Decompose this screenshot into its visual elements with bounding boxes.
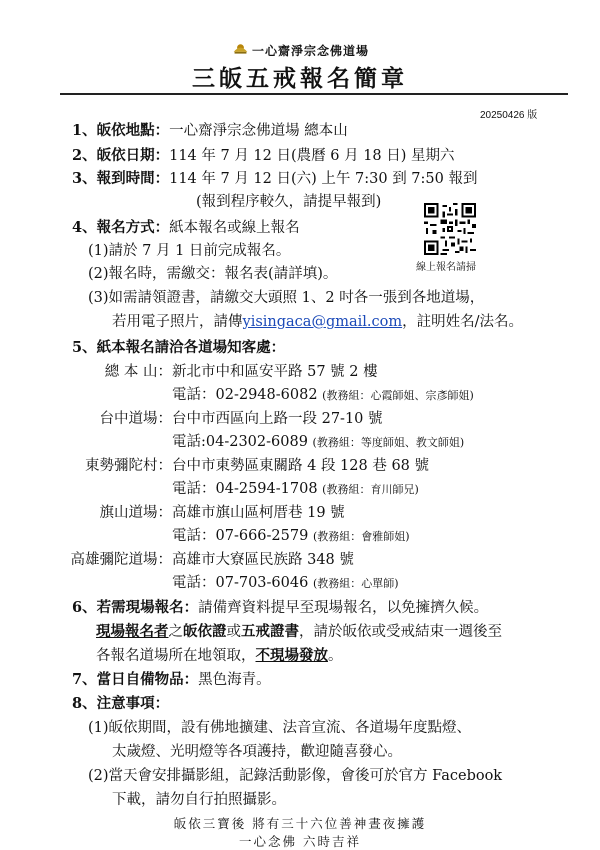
section-7-value: 黑色海青。 [198, 672, 271, 688]
site-contact: (教務組：等度師姐、教文師姐) [312, 436, 465, 449]
site-phone-line [172, 433, 464, 452]
site-phone-line [172, 527, 410, 546]
site-phone: 電話:04-2302-6089 [172, 434, 308, 450]
section-4-item-3: (3)如需請領證書，請繳交大頭照 1、2 吋各一張到各地道場， [88, 290, 485, 306]
site-name: 總 本 山： [104, 364, 172, 380]
section-4-item-3b-post: ，註明姓名/法名。 [402, 314, 523, 330]
section-6-text: 。 [328, 648, 343, 664]
site-phone: 電話：07-666-2579 [172, 528, 309, 544]
site-address: 新北市中和區安平路 57 號 2 樓 [172, 364, 378, 380]
lotus-logo-icon [232, 40, 249, 57]
site-name: 高雄彌陀道場： [70, 552, 172, 568]
section-4-item-3b [112, 313, 523, 331]
site-phone-line [172, 574, 399, 593]
section-1-label: 1、皈依地點： [72, 122, 170, 139]
footer-line-1: 皈依三寶後 將有三十六位善神晝夜擁護 [173, 816, 427, 831]
site-address: 台中市西區向上路一段 27-10 號 [172, 411, 383, 427]
section-6-text: 之 [168, 624, 183, 640]
section-4-label: 4、報名方式： [72, 219, 170, 236]
section-3-label: 3、報到時間： [72, 170, 170, 187]
footer-line-2: 一心念佛 六時吉祥 [239, 834, 361, 849]
site-phone: 電話：02-2948-6082 [172, 387, 318, 403]
section-1-value: 一心齋淨宗念佛道場 總本山 [169, 123, 348, 139]
section-4-value: 紙本報名或線上報名 [169, 220, 300, 236]
section-6-value: 請備齊資料提早至現場報名，以免擁擠久候。 [198, 600, 489, 616]
section-3-note: (報到程序較久，請提早報到) [196, 194, 382, 210]
section-4-item-2: (2)報名時，需繳交：報名表(請詳填)。 [88, 266, 338, 282]
site-contact: (教務組：會雅師姐) [312, 530, 410, 543]
note-1b: 太歲燈、光明燈等各項護持，歡迎隨喜發心。 [112, 744, 402, 760]
section-2-value: 114 年 7 月 12 日(農曆 6 月 18 日) 星期六 [169, 148, 455, 164]
section-3 [72, 170, 477, 188]
not-issued-onsite-text: 不現場發放 [255, 647, 328, 664]
note-2b: 下載，請勿自行拍照攝影。 [112, 792, 286, 808]
section-4 [72, 219, 300, 237]
site-phone-line [172, 480, 419, 499]
section-6 [72, 599, 488, 617]
site-contact: (教務組：心霞師姐、宗彥師姐) [322, 389, 474, 402]
page-title: 三皈五戒報名簡章 [192, 65, 408, 92]
qr-code[interactable] [424, 203, 476, 255]
section-7-label: 7、當日自備物品： [72, 671, 199, 688]
section-6-line-2 [96, 623, 502, 641]
section-5-label: 5、紙本報名請洽各道場知客處： [72, 339, 286, 356]
precepts-certificate-text: 五戒證書 [241, 623, 299, 640]
qr-caption: 線上報名請掃 [416, 262, 476, 273]
section-3-value: 114 年 7 月 12 日(六) 上午 7:30 到 7:50 報到 [169, 171, 478, 187]
site-contact: (教務組：育川師兄) [322, 483, 419, 496]
site-name: 旗山道場： [99, 505, 172, 521]
section-2-label: 2、皈依日期： [72, 147, 170, 164]
site-phone-line [172, 386, 474, 405]
note-2a: (2)當天會安排攝影組，記錄活動影像，會後可於官方 Facebook [88, 768, 503, 784]
version-label: 20250426 版 [480, 110, 538, 121]
site-address: 高雄市旗山區柯厝巷 19 號 [172, 505, 345, 521]
section-6-label: 6、若需現場報名： [72, 599, 199, 616]
section-4-item-1: (1)請於 7 月 1 日前完成報名。 [88, 243, 291, 259]
section-6-text: 或 [226, 624, 241, 640]
section-1 [72, 122, 348, 140]
site-phone: 電話：07-703-6046 [172, 575, 309, 591]
section-7 [72, 671, 271, 689]
title-divider [60, 93, 568, 95]
site-phone: 電話：04-2594-1708 [172, 481, 318, 497]
section-6-text: 各報名道場所在地領取， [96, 648, 256, 664]
section-2 [72, 147, 455, 165]
section-6-text: ，請於皈依或受戒結束一週後至 [299, 624, 502, 640]
certificate-text: 皈依證 [183, 623, 227, 640]
site-contact: (教務組：心單師) [312, 577, 399, 590]
site-name: 東勢彌陀村： [85, 458, 172, 474]
section-8-label: 8、注意事項： [72, 695, 170, 712]
site-name: 台中道場： [99, 411, 172, 427]
site-address: 高雄市大寮區民族路 348 號 [172, 552, 354, 568]
section-6-line-3 [96, 647, 343, 665]
note-1a: (1)皈依期間，設有佛地擴建、法音宣流、各道場年度點燈、 [88, 720, 472, 736]
section-4-item-3b-pre: 若用電子照片，請傳 [112, 314, 243, 330]
email-link[interactable]: yisingaca@gmail.com [242, 314, 403, 330]
site-address: 台中市東勢區東關路 4 段 128 巷 68 號 [172, 458, 430, 474]
org-name: 一心齋淨宗念佛道場 [252, 44, 370, 58]
onsite-registrant-text: 現場報名者 [96, 623, 169, 640]
